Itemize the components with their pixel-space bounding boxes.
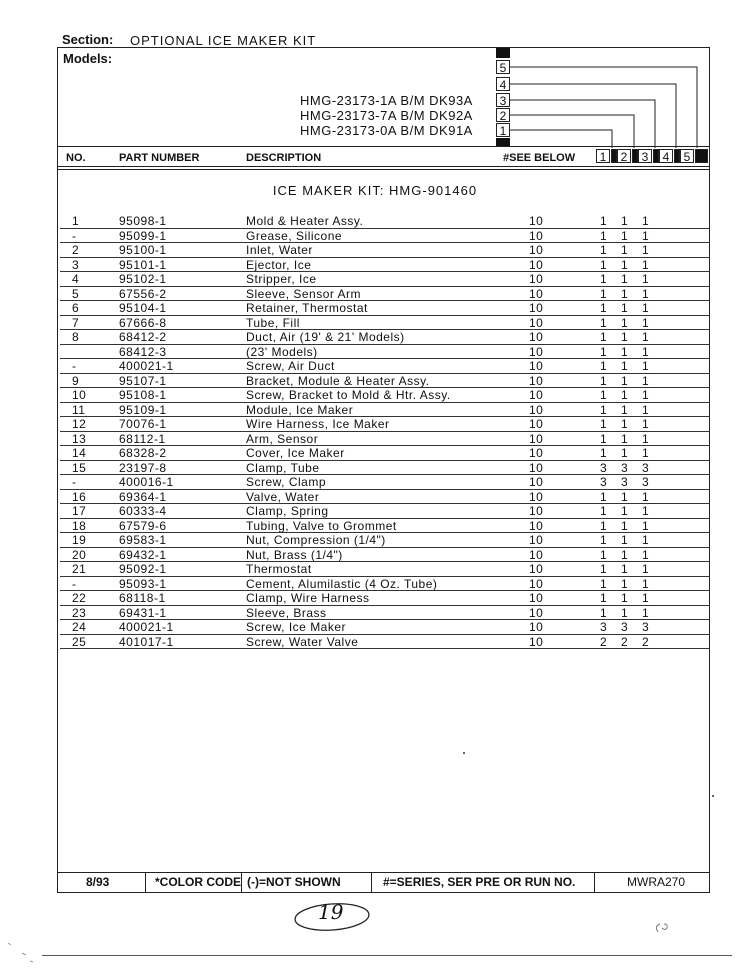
row-qty-model-1: 1 <box>600 257 608 272</box>
col-box-2: 2 <box>617 149 631 163</box>
row-number: 10 <box>72 388 87 402</box>
row-part-number: 401017-1 <box>119 634 174 649</box>
row-part-number: 400021-1 <box>119 359 174 373</box>
row-part-number: 68412-3 <box>119 344 167 359</box>
models-label: Models: <box>63 51 113 66</box>
row-description: Grease, Silicone <box>246 228 343 243</box>
page-bottom-rule <box>42 955 732 956</box>
col-box-4: 4 <box>659 149 673 163</box>
table-row <box>60 316 710 331</box>
row-qty-model-3: 3 <box>642 460 650 475</box>
row-part-number: 23197-8 <box>119 460 167 475</box>
row-qty-model-3: 3 <box>642 620 650 634</box>
row-description: Cement, Alumilastic (4 Oz. Tube) <box>246 576 438 591</box>
row-description: Cover, Ice Maker <box>246 446 345 460</box>
row-qty-model-1: 3 <box>600 475 608 489</box>
row-qty-model-3: 1 <box>642 446 650 460</box>
row-see-below: 10 <box>529 257 544 272</box>
table-row <box>60 606 710 621</box>
row-description: Nut, Compression (1/4") <box>246 533 386 547</box>
footer-divider <box>371 872 372 892</box>
row-see-below: 10 <box>529 460 544 475</box>
row-description: Screw, Bracket to Mold & Htr. Assy. <box>246 388 451 402</box>
row-qty-model-2: 1 <box>621 301 629 315</box>
row-description: Tubing, Valve to Grommet <box>246 518 397 533</box>
row-qty-model-1: 3 <box>600 460 608 475</box>
row-description: Clamp, Tube <box>246 460 320 475</box>
row-qty-model-2: 3 <box>621 620 629 634</box>
row-qty-model-2: 1 <box>621 547 629 562</box>
row-see-below: 10 <box>529 228 544 243</box>
row-qty-model-1: 1 <box>600 489 608 504</box>
row-part-number: 69431-1 <box>119 605 167 620</box>
row-number: 18 <box>72 518 87 533</box>
row-qty-model-1: 1 <box>600 402 608 417</box>
row-qty-model-3: 1 <box>642 228 650 243</box>
row-description: Retainer, Thermostat <box>246 301 368 315</box>
row-number: - <box>72 475 77 489</box>
row-part-number: 69583-1 <box>119 533 167 547</box>
row-part-number: 95100-1 <box>119 243 167 257</box>
row-qty-model-3: 1 <box>642 562 650 576</box>
row-description: Mold & Heater Assy. <box>246 214 364 228</box>
row-qty-model-2: 1 <box>621 576 629 591</box>
row-see-below: 10 <box>529 518 544 533</box>
row-qty-model-3: 1 <box>642 576 650 591</box>
model-box-4: 4 <box>496 77 510 91</box>
row-qty-model-3: 2 <box>642 634 650 649</box>
model-box-2: 2 <box>496 108 510 122</box>
row-description: Bracket, Module & Heater Assy. <box>246 373 430 388</box>
row-qty-model-1: 1 <box>600 359 608 373</box>
row-qty-model-1: 1 <box>600 315 608 330</box>
row-qty-model-1: 1 <box>600 504 608 518</box>
row-see-below: 10 <box>529 373 544 388</box>
row-number: 12 <box>72 417 87 431</box>
row-qty-model-2: 1 <box>621 605 629 620</box>
row-see-below: 10 <box>529 301 544 315</box>
row-qty-model-2: 1 <box>621 243 629 257</box>
row-see-below: 10 <box>529 591 544 605</box>
row-description: Stripper, Ice <box>246 272 317 286</box>
row-see-below: 10 <box>529 620 544 634</box>
row-qty-model-1: 1 <box>600 431 608 446</box>
row-qty-model-2: 1 <box>621 373 629 388</box>
row-description: Screw, Clamp <box>246 475 327 489</box>
row-number: 4 <box>72 272 80 286</box>
row-qty-model-2: 1 <box>621 417 629 431</box>
row-part-number: 95104-1 <box>119 301 167 315</box>
row-qty-model-3: 1 <box>642 373 650 388</box>
model-line-2: HMG-23173-7A B/M DK92A <box>300 108 473 123</box>
row-part-number: 95107-1 <box>119 373 167 388</box>
row-see-below: 10 <box>529 446 544 460</box>
row-see-below: 10 <box>529 417 544 431</box>
row-number: 16 <box>72 489 87 504</box>
row-qty-model-3: 1 <box>642 518 650 533</box>
row-qty-model-2: 1 <box>621 272 629 286</box>
row-part-number: 60333-4 <box>119 504 167 518</box>
table-row <box>60 577 710 592</box>
row-qty-model-2: 1 <box>621 344 629 359</box>
row-description: Arm, Sensor <box>246 431 319 446</box>
row-number: 20 <box>72 547 87 562</box>
page-number: 19 <box>318 900 344 924</box>
row-qty-model-3: 1 <box>642 605 650 620</box>
row-part-number: 95098-1 <box>119 214 167 228</box>
row-number: - <box>72 228 77 243</box>
table-row <box>60 374 710 389</box>
col-box-3: 3 <box>638 149 652 163</box>
row-see-below: 10 <box>529 243 544 257</box>
row-description: Ejector, Ice <box>246 257 312 272</box>
table-row <box>60 562 710 577</box>
table-row <box>60 417 710 432</box>
row-qty-model-2: 1 <box>621 330 629 344</box>
table-row <box>60 287 710 302</box>
footer-divider <box>594 872 595 892</box>
row-see-below: 10 <box>529 504 544 518</box>
row-qty-model-1: 1 <box>600 591 608 605</box>
row-qty-model-2: 3 <box>621 460 629 475</box>
table-row <box>60 635 710 650</box>
row-number: 9 <box>72 373 80 388</box>
table-row <box>60 461 710 476</box>
row-description: Sleeve, Brass <box>246 605 327 620</box>
section-label: Section: <box>62 32 114 47</box>
row-number: 11 <box>72 402 86 417</box>
table-row <box>60 475 710 490</box>
table-row <box>60 432 710 447</box>
kit-title: ICE MAKER KIT: HMG-901460 <box>272 183 478 198</box>
row-qty-model-3: 1 <box>642 504 650 518</box>
row-qty-model-3: 1 <box>642 330 650 344</box>
model-box-3: 3 <box>496 93 510 107</box>
row-qty-model-1: 1 <box>600 243 608 257</box>
row-qty-model-2: 1 <box>621 518 629 533</box>
row-see-below: 10 <box>529 315 544 330</box>
footer-divider <box>241 872 242 892</box>
row-qty-model-2: 1 <box>621 286 629 301</box>
row-qty-model-1: 1 <box>600 286 608 301</box>
header-no: NO. <box>66 152 86 164</box>
row-number: 5 <box>72 286 80 301</box>
row-qty-model-2: 1 <box>621 533 629 547</box>
footer-divider <box>145 872 146 892</box>
row-qty-model-2: 1 <box>621 257 629 272</box>
row-see-below: 10 <box>529 489 544 504</box>
row-qty-model-3: 3 <box>642 475 650 489</box>
row-description: Duct, Air (19' & 21' Models) <box>246 330 405 344</box>
footer-not-shown: (-)=NOT SHOWN <box>247 875 341 889</box>
row-qty-model-2: 1 <box>621 214 629 228</box>
row-qty-model-1: 1 <box>600 301 608 315</box>
row-description: Screw, Water Valve <box>246 634 359 649</box>
table-row <box>60 533 710 548</box>
row-qty-model-3: 1 <box>642 214 650 228</box>
row-qty-model-2: 1 <box>621 446 629 460</box>
table-row <box>60 620 710 635</box>
table-row <box>60 272 710 287</box>
model-line-3: HMG-23173-1A B/M DK93A <box>300 93 473 108</box>
row-qty-model-3: 1 <box>642 301 650 315</box>
row-description: Thermostat <box>246 562 312 576</box>
row-description: (23' Models) <box>246 344 318 359</box>
corner-marks <box>0 935 60 965</box>
model-connector-lines <box>0 0 750 170</box>
row-qty-model-3: 1 <box>642 547 650 562</box>
table-row <box>60 258 710 273</box>
row-qty-model-2: 1 <box>621 388 629 402</box>
row-see-below: 10 <box>529 547 544 562</box>
row-see-below: 10 <box>529 286 544 301</box>
header-description: DESCRIPTION <box>246 152 322 164</box>
row-see-below: 10 <box>529 272 544 286</box>
row-number: 6 <box>72 301 80 315</box>
row-qty-model-2: 3 <box>621 475 629 489</box>
row-qty-model-3: 1 <box>642 359 650 373</box>
row-see-below: 10 <box>529 344 544 359</box>
row-qty-model-3: 1 <box>642 591 650 605</box>
row-description: Tube, Fill <box>246 315 300 330</box>
row-part-number: 400021-1 <box>119 620 174 634</box>
row-part-number: 69364-1 <box>119 489 167 504</box>
row-qty-model-2: 2 <box>621 634 629 649</box>
table-row <box>60 243 710 258</box>
row-part-number: 67666-8 <box>119 315 167 330</box>
row-qty-model-3: 1 <box>642 388 650 402</box>
row-qty-model-1: 1 <box>600 214 608 228</box>
row-part-number: 400016-1 <box>119 475 174 489</box>
row-qty-model-1: 1 <box>600 576 608 591</box>
row-see-below: 10 <box>529 359 544 373</box>
row-see-below: 10 <box>529 214 544 228</box>
row-description: Clamp, Spring <box>246 504 329 518</box>
row-number: - <box>72 359 77 373</box>
row-number: 15 <box>72 460 87 475</box>
model-box-1: 1 <box>496 123 510 137</box>
header-part-number: PART NUMBER <box>119 152 200 164</box>
row-description: Inlet, Water <box>246 243 313 257</box>
row-qty-model-1: 1 <box>600 518 608 533</box>
row-see-below: 10 <box>529 402 544 417</box>
row-qty-model-1: 1 <box>600 547 608 562</box>
row-number: 24 <box>72 620 87 634</box>
header-see-below: #SEE BELOW <box>503 152 576 164</box>
row-qty-model-2: 1 <box>621 504 629 518</box>
row-qty-model-2: 1 <box>621 431 629 446</box>
row-qty-model-1: 1 <box>600 344 608 359</box>
row-qty-model-1: 1 <box>600 417 608 431</box>
header-bottom-rule-2 <box>57 169 710 170</box>
row-number: 21 <box>72 562 87 576</box>
row-part-number: 68328-2 <box>119 446 167 460</box>
table-row <box>60 359 710 374</box>
table-row <box>60 519 710 534</box>
row-number: 7 <box>72 315 80 330</box>
row-qty-model-1: 1 <box>600 373 608 388</box>
row-number: 13 <box>72 431 87 446</box>
row-part-number: 68112-1 <box>119 431 166 446</box>
row-qty-model-3: 1 <box>642 431 650 446</box>
row-part-number: 95101-1 <box>119 257 167 272</box>
row-number: 25 <box>72 634 87 649</box>
row-qty-model-3: 1 <box>642 402 650 417</box>
row-description: Module, Ice Maker <box>246 402 354 417</box>
row-qty-model-3: 1 <box>642 286 650 301</box>
row-qty-model-3: 1 <box>642 533 650 547</box>
table-row <box>60 490 710 505</box>
footer-color-code: *COLOR CODE <box>155 875 242 889</box>
model-line-1: HMG-23173-0A B/M DK91A <box>300 123 473 138</box>
corner-scribble <box>650 918 680 938</box>
row-qty-model-1: 1 <box>600 330 608 344</box>
table-row <box>60 301 710 316</box>
row-qty-model-2: 1 <box>621 315 629 330</box>
row-description: Screw, Ice Maker <box>246 620 347 634</box>
row-part-number: 95093-1 <box>119 576 167 591</box>
header-top-rule <box>57 146 710 147</box>
header-bottom-rule <box>57 166 710 167</box>
row-description: Sleeve, Sensor Arm <box>246 286 362 301</box>
row-qty-model-2: 1 <box>621 562 629 576</box>
row-number: 8 <box>72 330 80 344</box>
row-number: 1 <box>72 214 80 228</box>
row-qty-model-1: 3 <box>600 620 608 634</box>
row-see-below: 10 <box>529 562 544 576</box>
row-qty-model-3: 1 <box>642 344 650 359</box>
table-row <box>60 591 710 606</box>
row-qty-model-2: 1 <box>621 591 629 605</box>
row-number: 3 <box>72 257 80 272</box>
model-box-5: 5 <box>496 60 510 74</box>
col-box-5: 5 <box>680 149 694 163</box>
row-qty-model-1: 1 <box>600 228 608 243</box>
row-see-below: 10 <box>529 533 544 547</box>
row-qty-model-1: 1 <box>600 388 608 402</box>
row-description: Screw, Air Duct <box>246 359 335 373</box>
row-number: 19 <box>72 533 87 547</box>
row-see-below: 10 <box>529 634 544 649</box>
row-qty-model-2: 1 <box>621 402 629 417</box>
row-number: 23 <box>72 605 87 620</box>
row-part-number: 95102-1 <box>119 272 167 286</box>
scan-dot <box>463 752 465 754</box>
row-qty-model-1: 2 <box>600 634 608 649</box>
table-row <box>60 345 710 360</box>
row-qty-model-3: 1 <box>642 243 650 257</box>
row-description: Valve, Water <box>246 489 320 504</box>
row-number: 17 <box>72 504 87 518</box>
row-see-below: 10 <box>529 431 544 446</box>
row-number: 14 <box>72 446 87 460</box>
row-qty-model-1: 1 <box>600 446 608 460</box>
row-description: Wire Harness, Ice Maker <box>246 417 390 431</box>
row-qty-model-1: 1 <box>600 562 608 576</box>
scan-dot <box>712 795 714 797</box>
row-see-below: 10 <box>529 388 544 402</box>
row-part-number: 69432-1 <box>119 547 167 562</box>
row-qty-model-3: 1 <box>642 417 650 431</box>
row-part-number: 68118-1 <box>119 591 166 605</box>
footer-doc-number: MWRA270 <box>627 875 686 889</box>
row-qty-model-2: 1 <box>621 359 629 373</box>
footer-top-rule <box>57 872 710 873</box>
row-part-number: 67579-6 <box>119 518 167 533</box>
row-rule <box>60 648 710 649</box>
row-qty-model-1: 1 <box>600 533 608 547</box>
row-see-below: 10 <box>529 330 544 344</box>
table-row <box>60 388 710 403</box>
row-description: Nut, Brass (1/4") <box>246 547 343 562</box>
table-row <box>60 214 710 229</box>
row-part-number: 95092-1 <box>119 562 167 576</box>
table-row <box>60 446 710 461</box>
row-qty-model-2: 1 <box>621 228 629 243</box>
col-sep-5 <box>695 149 708 163</box>
row-qty-model-2: 1 <box>621 489 629 504</box>
row-qty-model-3: 1 <box>642 489 650 504</box>
footer-series: #=SERIES, SER PRE OR RUN NO. <box>383 875 576 889</box>
col-box-1: 1 <box>596 149 610 163</box>
row-part-number: 95109-1 <box>119 402 167 417</box>
row-see-below: 10 <box>529 475 544 489</box>
row-part-number: 95108-1 <box>119 388 167 402</box>
table-row <box>60 548 710 563</box>
row-part-number: 68412-2 <box>119 330 167 344</box>
row-qty-model-3: 1 <box>642 315 650 330</box>
row-qty-model-1: 1 <box>600 272 608 286</box>
section-title: OPTIONAL ICE MAKER KIT <box>130 33 317 48</box>
row-number: 2 <box>72 243 80 257</box>
row-qty-model-1: 1 <box>600 605 608 620</box>
row-see-below: 10 <box>529 605 544 620</box>
table-row <box>60 229 710 244</box>
row-part-number: 70076-1 <box>119 417 167 431</box>
table-row <box>60 504 710 519</box>
table-row <box>60 403 710 418</box>
row-description: Clamp, Wire Harness <box>246 591 370 605</box>
row-part-number: 67556-2 <box>119 286 167 301</box>
row-see-below: 10 <box>529 576 544 591</box>
row-qty-model-3: 1 <box>642 272 650 286</box>
table-row <box>60 330 710 345</box>
row-part-number: 95099-1 <box>119 228 167 243</box>
row-qty-model-3: 1 <box>642 257 650 272</box>
footer-date: 8/93 <box>86 875 110 889</box>
row-number: - <box>72 576 77 591</box>
row-number: 22 <box>72 591 87 605</box>
